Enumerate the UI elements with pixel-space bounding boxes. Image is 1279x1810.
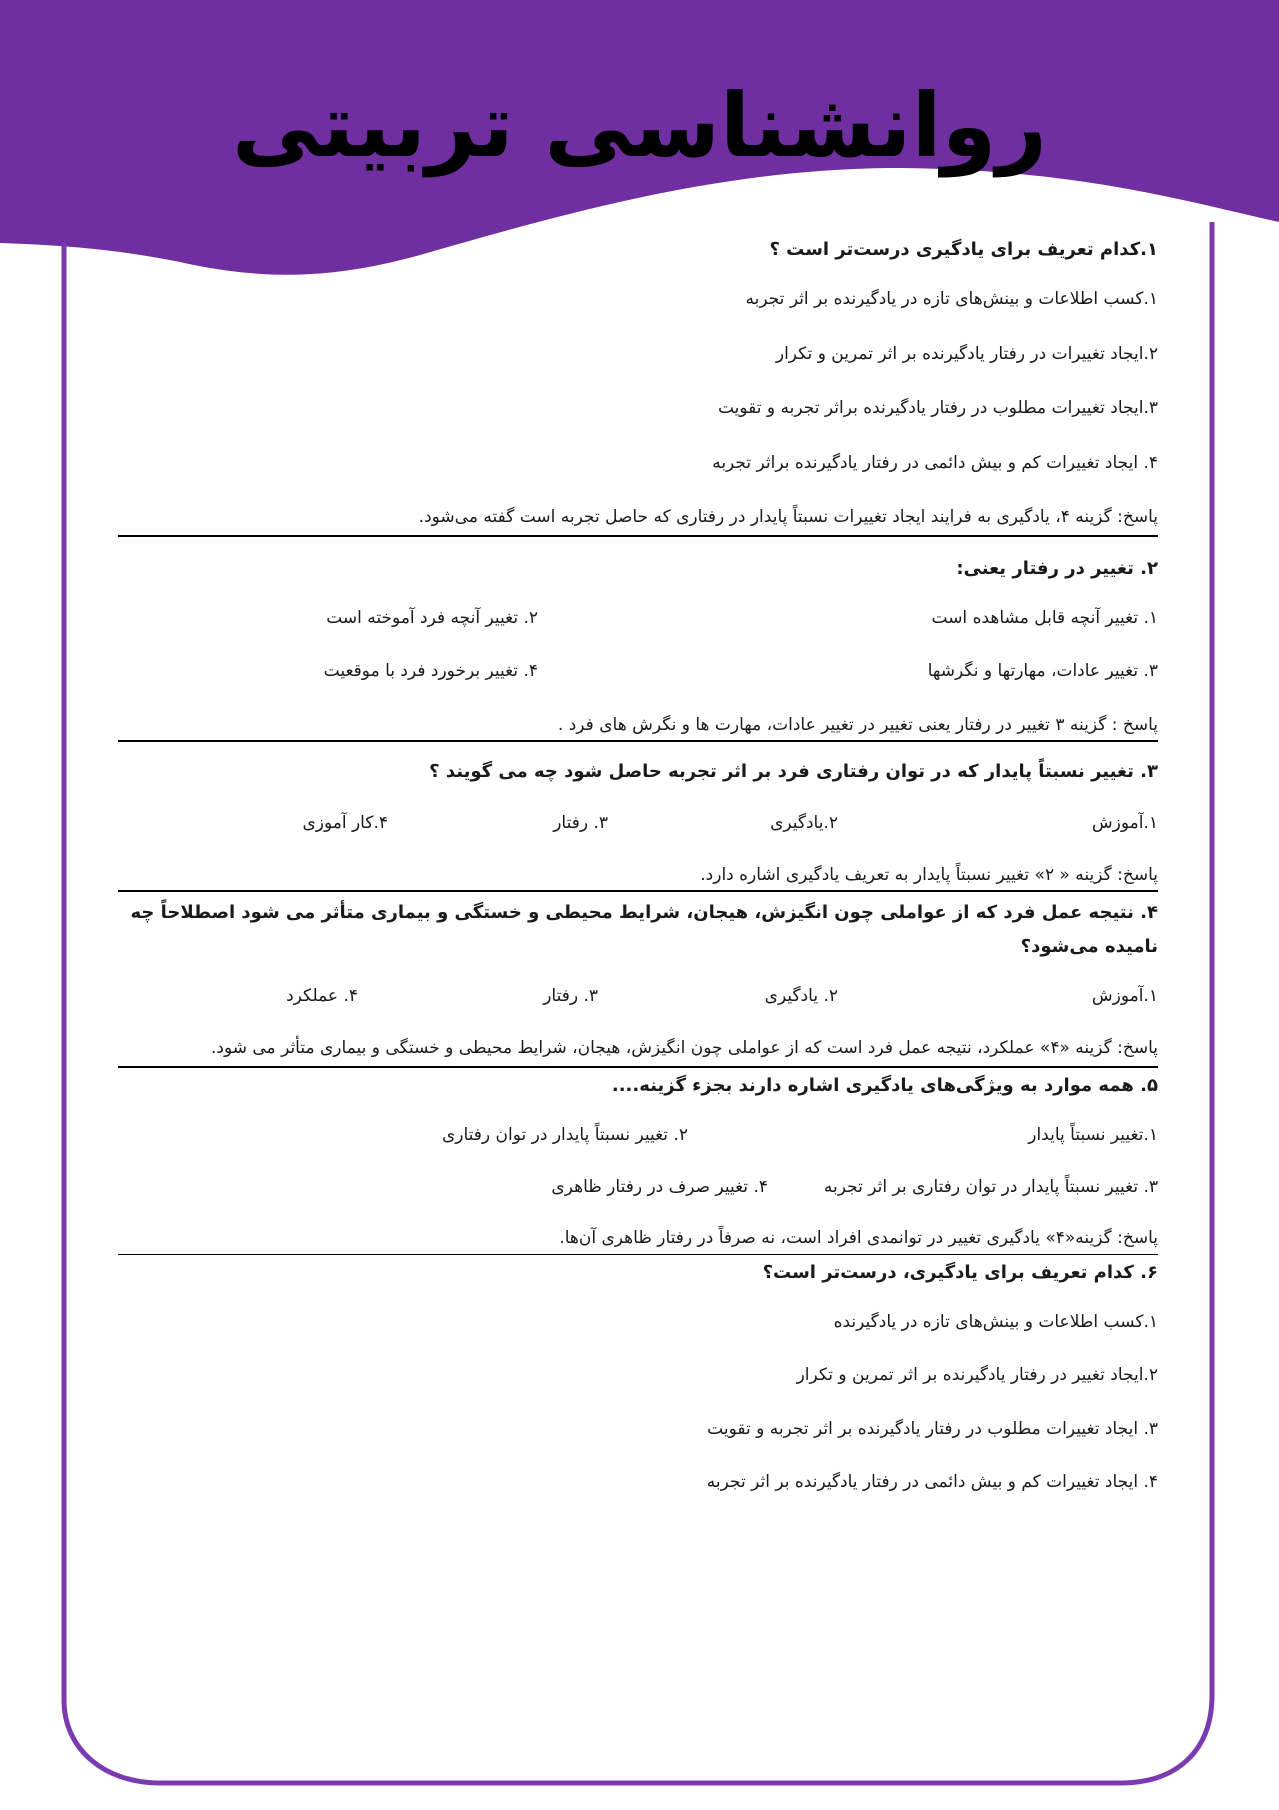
option: ۴. تغییر برخورد فرد با موقعیت [323, 661, 538, 681]
question-block [118, 236, 1158, 537]
question-block [118, 555, 1158, 743]
page-title: روانشناسی تربیتی [232, 74, 1047, 177]
question-text: ۱.کدام تعریف برای یادگیری درست‌تر است ؟ [769, 239, 1158, 260]
option: ۳. ایجاد تغییرات مطلوب در رفتار یادگیرنده بر اثر تجربه و تقویت [707, 1418, 1158, 1439]
option: ۲. تغییر نسبتاً پایدار در توان رفتاری [441, 1125, 688, 1146]
option: ۳. تغییر نسبتاً پایدار در توان رفتاری بر اثر تجربه [823, 1176, 1158, 1197]
option: ۲.ایجاد تغییر در رفتار یادگیرنده بر اثر تمرین و تکرار [796, 1365, 1158, 1386]
answer-text: پاسخ : گزینه ۳ تغییر در رفتار یعنی تغییر در تغییر عادات، مهارت ها و نگرش های فرد . [557, 714, 1158, 735]
answer-text: پاسخ: گزینه « ۲» تغییر نسبتاً پایدار به تعریف یادگیری اشاره دارد. [700, 864, 1158, 885]
option: ۲.ایجاد تغییرات در رفتار یادگیرنده بر اثر تمرین و تکرار [775, 343, 1158, 364]
answer-text: پاسخ: گزینه «۴» عملکرد، نتیجه عمل فرد است که از عواملی چون انگیزش، هیجان، شرایط محیطی و خستگی و بیماری متأثر می شود. [210, 1037, 1158, 1058]
divider [118, 535, 1158, 537]
option: ۱.آموزش [1091, 986, 1158, 1007]
question-block [118, 1072, 1158, 1255]
option: ۲. تغییر آنچه فرد آموخته است [326, 607, 538, 628]
option: ۱.کسب اطلاعات و بینش‌های تازه در یادگیرنده [833, 1311, 1158, 1332]
option: ۱. تغییر آنچه قابل مشاهده است [931, 607, 1158, 628]
option: ۱.کسب اطلاعات و بینش‌های تازه در یادگیرنده بر اثر تجربه [745, 289, 1158, 309]
divider [118, 1066, 1158, 1068]
option: ۴.کار آموزی [302, 813, 388, 833]
answer-text: پاسخ: گزینه ۴، یادگیری به فرایند ایجاد تغییرات نسبتاً پایدار در رفتاری که حاصل تجربه است گفته می‌شود. [418, 507, 1158, 527]
option: ۳.ایجاد تغییرات مطلوب در رفتار یادگیرنده براثر تجربه و تقویت [717, 398, 1158, 418]
option: ۲. یادگیری [764, 986, 838, 1007]
question-text: ۴. نتیجه عمل فرد که از عواملی چون انگیزش، هیجان، شرایط محیطی و خستگی و بیماری متأثر می شود اصطلاحاً چه نامیده می‌شود؟ [130, 902, 1158, 958]
option: ۳. رفتار [543, 986, 598, 1007]
option: ۴. تغییر صرف در رفتار ظاهری [551, 1176, 768, 1197]
divider [118, 740, 1158, 742]
option: ۳. رفتار [553, 813, 608, 833]
answer-text: پاسخ: گزینه«۴» یادگیری تغییر در توانمدی افراد است، نه صرفاً در رفتار ظاهری آن‌ها. [559, 1228, 1158, 1249]
question-text: ۲. تغییر در رفتار یعنی: [956, 557, 1158, 579]
option: ۴. ایجاد تغییرات کم و بیش دائمی در رفتار یادگیرنده بر اثر تجربه [706, 1472, 1158, 1493]
option: ۱.تغییر نسبتاً پایدار [1028, 1125, 1158, 1146]
question-block [118, 1259, 1158, 1496]
option: ۳. تغییر عادات، مهارتها و نگرشها [927, 661, 1158, 681]
question-text: ۳. تغییر نسبتاً پایدار که در توان رفتاری فرد بر اثر تجربه حاصل شود چه می گویند ؟ [429, 761, 1158, 782]
option: ۱.آموزش [1091, 813, 1158, 833]
option: ۲.یادگیری [770, 813, 838, 833]
question-text: ۶. کدام تعریف برای یادگیری، درست‌تر است؟ [762, 1261, 1158, 1283]
divider [118, 1254, 1158, 1255]
question-text: ۵. همه موارد به ویژگی‌های یادگیری اشاره دارند بجزء گزینه.... [611, 1075, 1158, 1097]
question-block [118, 758, 1158, 892]
option: ۴. عملکرد [286, 986, 358, 1007]
divider [118, 890, 1158, 892]
question-block [118, 896, 1158, 1068]
quiz-content [118, 236, 1158, 1496]
option: ۴. ایجاد تغییرات کم و بیش دائمی در رفتار یادگیرنده براثر تجربه [712, 452, 1158, 473]
